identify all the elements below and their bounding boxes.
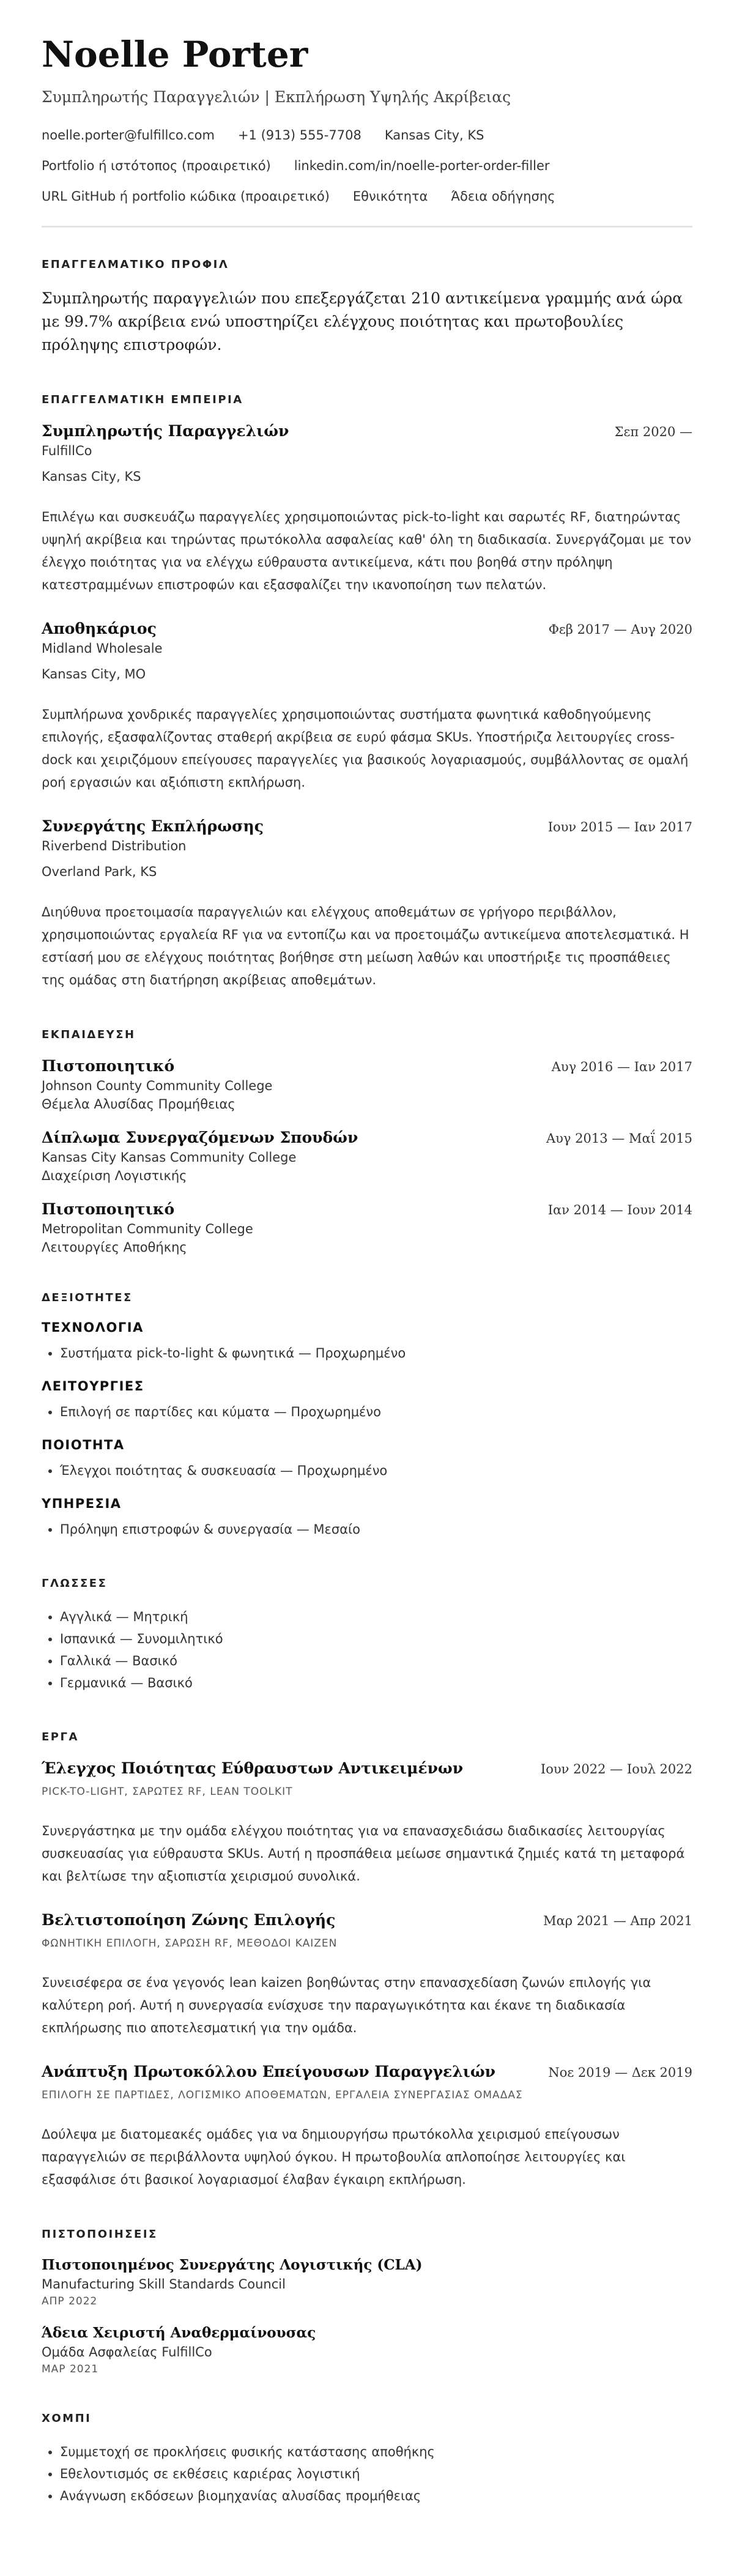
experience-entry — [42, 817, 692, 992]
language-item: • Ισπανικά — Συνομιλητικό — [60, 1628, 692, 1650]
certification-date: ΜΑΡ 2021 — [42, 2363, 99, 2375]
study-field: Διαχείριση Λογιστικής — [42, 1168, 187, 1183]
skill-category: ΠΟΙΟΤΗΤΑ — [42, 1438, 125, 1452]
education-section — [42, 1028, 692, 1255]
languages-title: ΓΛΩΣΣΕΣ — [42, 1577, 108, 1590]
contact-row-1 — [42, 128, 692, 143]
contact-row-3 — [42, 189, 692, 204]
job-description: Επιλέγω και συσκευάζω παραγγελίες χρησιμοποιώντας pick-to-light και σαρωτές RF, διατηρώντας υψηλή ακρίβεια και τηρώντας πρωτόκολλα ασφαλείας καθ' όλη τη διαδικασία. Συνεργάζομαι με τον έλεγχο ποιότητας για να ελέγχω εύθραυστα αντικείμενα, κάτι που βοηθά στην πρόληψη κατεστραμμένων επιστροφών και εξασφαλίζει την ικανοποίηση των πελατών. — [42, 510, 692, 592]
study-field: Θέμελα Αλυσίδας Προμήθειας — [42, 1097, 235, 1112]
job-location: Kansas City, KS — [42, 469, 141, 484]
job-description: Συμπλήρωνα χονδρικές παραγγελίες χρησιμοποιώντας συστήματα φωνητικά καθοδηγούμενης επιλογής, εξασφαλίζοντας σταθερή ακρίβεια σε ευρύ φάσμα SKUs. Υποστήριζα λειτουργίες cross-dock και χειριζόμουν επείγουσες παραγγελίες για βασικούς λογαριασμούς, συμβάλλοντας σε ομαλή ροή εργασιών και αξιόπιστη εκπλήρωση. — [42, 707, 689, 790]
job-dates: Ιουν 2015 — Ιαν 2017 — [547, 820, 692, 834]
language-item: • Αγγλικά — Μητρική — [60, 1606, 692, 1628]
certification-name: Άδεια Χειριστή Αναθερμαίνουσας — [42, 2325, 316, 2341]
skill-category: ΥΠΗΡΕΣΙΑ — [42, 1496, 122, 1511]
certification-date: ΑΠΡ 2022 — [42, 2295, 98, 2307]
project-entry — [42, 2063, 692, 2191]
job-dates: Σεπ 2020 — — [614, 425, 692, 439]
education-entry — [42, 1129, 692, 1183]
skill-group — [42, 1379, 692, 1423]
job-title: Συμπληρωτής Παραγγελιών — [42, 422, 289, 440]
experience-section — [42, 393, 692, 992]
project-description: Δούλεψα με διατομεακές ομάδες για να δημιουργήσω πρωτόκολλα χειρισμού επείγουσων παραγγελιών σε περιβάλλοντα υψηλού όγκου. Η πρωτοβουλία απλοποίησε λειτουργίες και εξασφάλισε ότι βασικοί λογαριασμοί έλαβαν έγκαιρη εκπλήρωση. — [42, 2127, 626, 2187]
hobbies-title: ΧΟΜΠΙ — [42, 2412, 92, 2425]
hobbies-section — [42, 2412, 692, 2507]
project-tags: PICK-TO-LIGHT, ΣΑΡΩΤΕΣ RF, LEAN TOOLKIT — [42, 1786, 293, 1798]
project-dates: Μαρ 2021 — Απρ 2021 — [543, 1913, 692, 1928]
skill-category: ΤΕΧΝΟΛΟΓΙΑ — [42, 1320, 144, 1335]
school-name: Metropolitan Community College — [42, 1222, 253, 1236]
education-title: ΕΚΠΑΙΔΕΥΣΗ — [42, 1028, 136, 1041]
project-description: Συνεργάστηκα με την ομάδα ελέγχου ποιότητας για να επανασχεδιάσω διαδικασίες λειτουργίας συσκευασίας για εύθραυστα SKUs. Αυτή η προσπάθεια μείωσε σημαντικά ζημιές κατά τη μεταφορά και βελτίωσε την αξιοπιστία χειρισμού συνολικά. — [42, 1824, 685, 1884]
certification-entry — [42, 2325, 692, 2375]
language-item: • Γερμανικά — Βασικό — [60, 1672, 692, 1694]
header-divider — [42, 226, 692, 228]
project-name: Ανάπτυξη Πρωτοκόλλου Επείγουσων Παραγγελιών — [42, 2063, 496, 2080]
job-company: Riverbend Distribution — [42, 839, 187, 853]
hobby-item: • Ανάγνωση εκδόσεων βιομηχανίας αλυσίδας προμήθειας — [60, 2485, 692, 2507]
degree-title: Πιστοποιητικό — [42, 1057, 175, 1075]
education-entry — [42, 1057, 692, 1112]
education-dates: Αυγ 2013 — Μαΐ 2015 — [546, 1131, 692, 1146]
job-description: Διηύθυνα προετοιμασία παραγγελιών και ελέγχους αποθεμάτων σε γρήγορο περιβάλλον, χρησιμοποιώντας εργαλεία RF για να εντοπίζω και να προετοιμάζω αντικείμενα αποτελεσματικά. Η εστίασή μου σε ελέγχους ποιότητας βοήθησε στη μείωση λαθών και υποστήριξε τις προσπάθειες της ομάδας στη διατήρηση ακρίβειας αποθεμάτων. — [42, 905, 689, 987]
certifications-title: ΠΙΣΤΟΠΟΙΗΣΕΙΣ — [42, 2228, 158, 2241]
project-tags: ΦΩΝΗΤΙΚΗ ΕΠΙΛΟΓΗ, ΣΑΡΩΣΗ RF, ΜΕΘΟΔΟΙ KAIZEN — [42, 1937, 338, 1950]
email-link[interactable]: noelle.porter@fulfillco.com — [42, 128, 215, 143]
github-link[interactable]: URL GitHub ή portfolio κώδικα (προαιρετικό) — [42, 189, 330, 204]
job-location: Kansas City, MO — [42, 667, 146, 681]
education-entry — [42, 1200, 692, 1255]
skill-item: • Συστήματα pick-to-light & φωνητικά — Προχωρημένο — [60, 1342, 692, 1364]
job-title: Συνεργάτης Εκπλήρωσης — [42, 817, 264, 835]
project-dates: Νοε 2019 — Δεκ 2019 — [548, 2065, 692, 2080]
language-item: • Γαλλικά — Βασικό — [60, 1650, 692, 1672]
certification-issuer: Ομάδα Ασφαλείας FulfillCo — [42, 2345, 212, 2359]
skill-item: • Επιλογή σε παρτίδες και κύματα — Προχωρημένο — [60, 1401, 692, 1423]
profile-section — [42, 258, 692, 357]
location: Kansas City, KS — [384, 128, 484, 143]
project-tags: ΕΠΙΛΟΓΗ ΣΕ ΠΑΡΤΙΔΕΣ, ΛΟΓΙΣΜΙΚΟ ΑΠΟΘΕΜΑΤΩΝ, ΕΡΓΑΛΕΙΑ ΣΥΝΕΡΓΑΣΙΑΣ ΟΜΑΔΑΣ — [42, 2089, 523, 2101]
degree-title: Δίπλωμα Συνεργαζόμενων Σπουδών — [42, 1129, 358, 1146]
skills-section — [42, 1291, 692, 1540]
job-location: Overland Park, KS — [42, 864, 157, 879]
experience-entry — [42, 620, 692, 794]
project-entry — [42, 1759, 692, 1888]
certification-entry — [42, 2257, 692, 2307]
skill-group — [42, 1438, 692, 1482]
project-entry — [42, 1911, 692, 2040]
projects-title: ΕΡΓΑ — [42, 1731, 79, 1743]
education-dates: Αυγ 2016 — Ιαν 2017 — [551, 1060, 692, 1074]
skill-category: ΛΕΙΤΟΥΡΓΙΕΣ — [42, 1379, 144, 1394]
experience-entry — [42, 422, 692, 596]
job-dates: Φεβ 2017 — Αυγ 2020 — [548, 622, 692, 637]
job-company: FulfillCo — [42, 444, 92, 458]
driving-license: Άδεια οδήγησης — [451, 189, 555, 204]
skill-item: • Έλεγχοι ποιότητας & συσκευασία — Προχωρημένο — [60, 1460, 692, 1482]
skills-title: ΔΕΞΙΟΤΗΤΕΣ — [42, 1291, 133, 1304]
project-description: Συνεισέφερα σε ένα γεγονός lean kaizen βοηθώντας στην επανασχεδίαση ζωνών επιλογής για καλύτερη ροή. Αυτή η συνεργασία ενίσχυσε την παραγωγικότητα και έκανε τη διαδικασία εκπλήρωσης πιο αποτελεσματική για την ομάδα. — [42, 1975, 651, 2035]
profile-title: ΕΠΑΓΓΕΛΜΑΤΙΚΟ ΠΡΟΦΙΛ — [42, 258, 229, 271]
skill-group — [42, 1496, 692, 1540]
skill-item: • Πρόληψη επιστροφών & συνεργασία — Μεσαίο — [60, 1518, 692, 1540]
job-company: Midland Wholesale — [42, 641, 163, 656]
portfolio-link[interactable]: Portfolio ή ιστότοπος (προαιρετικό) — [42, 158, 271, 173]
hobby-item: • Συμμετοχή σε προκλήσεις φυσικής κατάστασης αποθήκης — [60, 2441, 692, 2463]
experience-title: ΕΠΑΓΓΕΛΜΑΤΙΚΗ ΕΜΠΕΙΡΙΑ — [42, 393, 243, 406]
candidate-subtitle: Συμπληρωτής Παραγγελιών | Εκπλήρωση Υψηλής Ακρίβειας — [42, 88, 511, 106]
certification-name: Πιστοποιημένος Συνεργάτης Λογιστικής (CLA) — [42, 2257, 423, 2273]
education-dates: Ιαν 2014 — Ιουν 2014 — [547, 1203, 692, 1217]
hobby-item: • Εθελοντισμός σε εκθέσεις καριέρας λογιστική — [60, 2463, 692, 2485]
project-name: Βελτιστοποίηση Ζώνης Επιλογής — [42, 1911, 336, 1929]
languages-section — [42, 1577, 692, 1694]
school-name: Kansas City Kansas Community College — [42, 1150, 297, 1165]
certifications-section — [42, 2228, 692, 2375]
linkedin-link[interactable]: linkedin.com/in/noelle-porter-order-filler — [294, 158, 550, 173]
projects-section — [42, 1731, 692, 2191]
job-title: Αποθηκάριος — [42, 620, 157, 637]
school-name: Johnson County Community College — [42, 1078, 273, 1093]
certification-issuer: Manufacturing Skill Standards Council — [42, 2277, 286, 2292]
candidate-name: Noelle Porter — [42, 34, 308, 75]
degree-title: Πιστοποιητικό — [42, 1200, 175, 1218]
nationality: Εθνικότητα — [352, 189, 428, 204]
project-dates: Ιουν 2022 — Ιουλ 2022 — [540, 1762, 692, 1776]
profile-summary: Συμπληρωτής παραγγελιών που επεξεργάζεται 210 αντικείμενα γραμμής ανά ώρα με 99.7% ακρίβεια ενώ υποστηρίζει ελέγχους ποιότητας και πρωτοβουλίες πρόληψης επιστροφών. — [42, 289, 683, 354]
skill-group — [42, 1320, 692, 1364]
study-field: Λειτουργίες Αποθήκης — [42, 1240, 187, 1255]
phone-number[interactable]: +1 (913) 555-7708 — [237, 128, 361, 143]
contact-row-2 — [42, 158, 692, 173]
project-name: Έλεγχος Ποιότητας Εύθραυστων Αντικειμένων — [42, 1759, 464, 1777]
